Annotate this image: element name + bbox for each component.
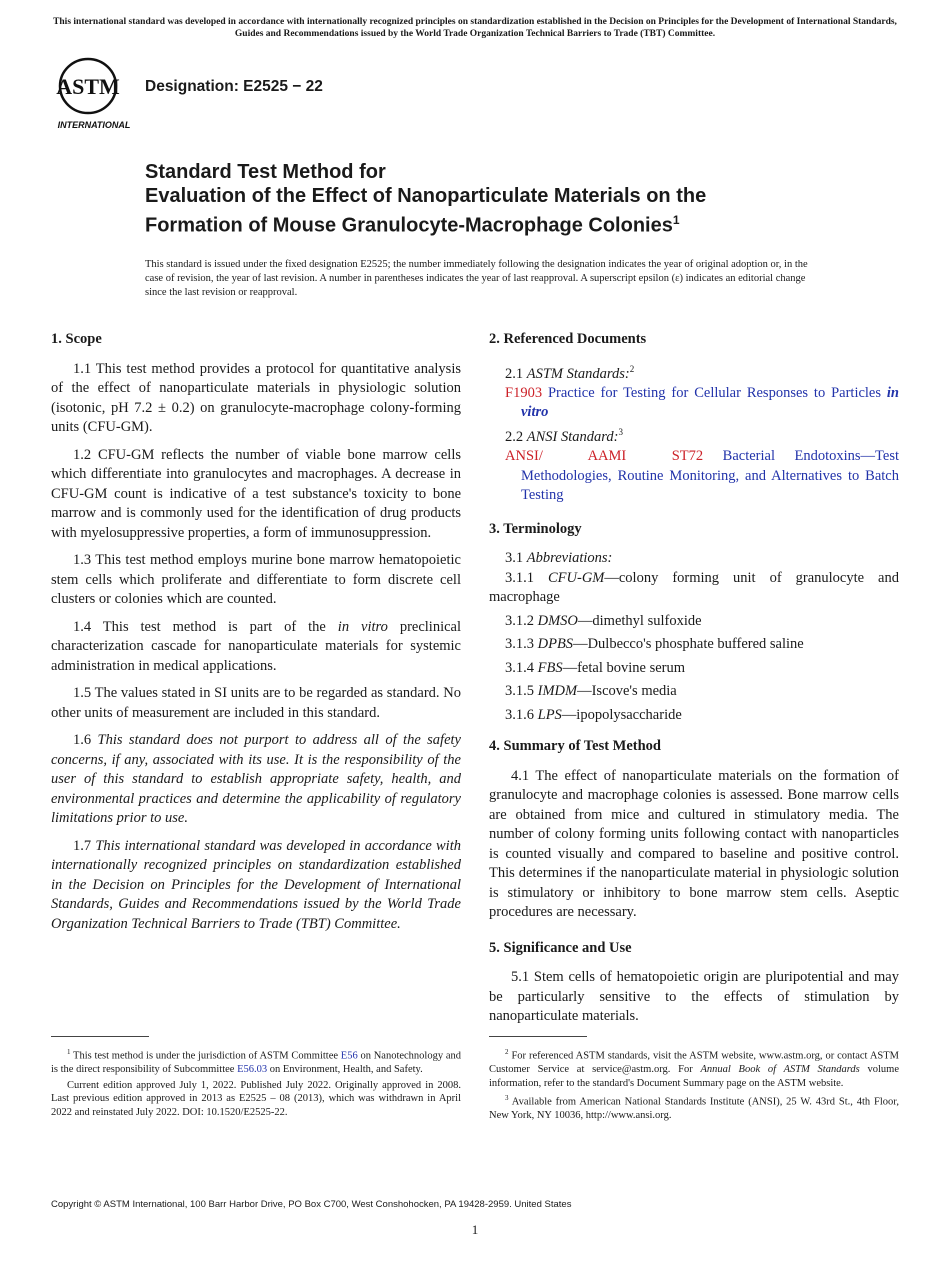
section-heading-terminology: 3. Terminology — [489, 520, 582, 537]
term-3-1-4: 3.1.4 FBS—fetal bovine serum — [505, 659, 686, 676]
term-3-1-3: 3.1.3 DPBS—Dulbecco's phosphate buffered saline — [505, 636, 804, 653]
section-heading-significance: 5. Significance and Use — [489, 939, 632, 956]
paragraph-1-2: 1.2 CFU-GM reflects the number of viable bone marrow cells which differentiate into granulocytes and macrophages. A decrease in CFU-GM count is indicative of a test substance's toxicity to bone marrow and is commonly used for the identification of drug products with myelosuppressive properties, a form of immunosuppression. — [51, 446, 461, 541]
paragraph-1-6: 1.6 This standard does not purport to address all of the safety concerns, if any, associated with its use. It is the responsibility of the user of this standard to establish appropriate safety, health, and environmental practices and determine the applicability of regulatory limitations prior to use. — [51, 732, 461, 826]
reference-code-f1903[interactable]: F1903 — [505, 384, 543, 401]
section-heading-scope: 1. Scope — [51, 331, 102, 347]
issued-note: This standard is issued under the fixed designation E2525; the number immediately following the designation indicates the year of original adoption or, in the case of revision, the year of last revision. A number in parentheses indicates the year of last reapproval. A superscript epsilon (ε) indicates an editorial change since the last revision or reapproval. — [145, 259, 808, 298]
subsection-3-1: 3.1 Abbreviations: — [505, 550, 613, 567]
subsection-2-2: 2.2 ANSI Standard:$^3$ — [505, 426, 623, 445]
term-3-1-1: 3.1.1 CFU-GM—colony forming unit of granulocyte and macrophage — [489, 569, 899, 606]
section-heading-referenced-documents: 2. Referenced Documents — [489, 331, 647, 347]
footnote-1: $^1$ This test method is under the jurisdiction of ASTM Committee E56 on Nanotechnology and is the direct responsibility of Subcommittee E56.03 on Environment, Health, and Safety. — [51, 1048, 462, 1075]
paragraph-1-1: 1.1 This test method provides a protocol for quantitative analysis of the effect of nanoparticulate materials in physiologic solution (isotonic, pH 7.2 ± 0.2) on granulocyte-macrophage colony-forming units (CFU-GM). — [51, 360, 461, 435]
logo-text: ASTM — [56, 74, 120, 99]
footnote-divider-right — [489, 1036, 587, 1037]
term-3-1-6: 3.1.6 LPS—ipopolysaccharide — [505, 706, 682, 723]
left-column — [51, 330, 461, 942]
reference-code-st72[interactable]: ANSI/ AAMI ST72 — [505, 448, 704, 465]
title-footnote-mark: 1 — [672, 213, 680, 227]
reference-title-st72[interactable]: Bacterial Endotoxins—Test Methodologies, Routine Monitoring, and Alternatives to Batch Testing — [521, 448, 899, 504]
paragraph-1-4: 1.4 This test method is part of the in vitro preclinical characterization cascade for nanoparticulate materials for systemic administration in medical applications. — [51, 618, 462, 674]
term-3-1-5: 3.1.5 IMDM—Iscove's media — [505, 683, 677, 700]
paragraph-4-1: 4.1 The effect of nanoparticulate materials on the formation of granulocyte and macrophage colonies is assessed. Bone marrow cells are obtained from mice and cultured in stimulatory media. The number of colony forming units following contact with nanoparticles is counted visually and compared to baseline and positive control. This determines if the nanoparticulate material in physiologic solution is stimulatory or inhibitory to bone marrow stem cells. Aseptic procedures are necessary. — [489, 767, 899, 921]
term-3-1-2: 3.1.2 DMSO—dimethyl sulfoxide — [505, 612, 702, 629]
copyright-line: Copyright © ASTM International, 100 Barr Harbor Drive, PO Box C700, West Conshohocken, PA 19428-2959. United States — [51, 1199, 572, 1210]
footnotes-left — [51, 1046, 461, 1121]
reference-f1903[interactable]: F1903 Practice for Testing for Cellular Responses to Particles in vitro — [505, 384, 899, 421]
paragraph-1-5: 1.5 The values stated in SI units are to be regarded as standard. No other units of measurement are included in this standard. — [51, 685, 461, 721]
tbt-notice: This international standard was developed in accordance with internationally recognized principles on standardization established in the Decision on Principles for the Development of International Standards, Guides and Recommendations issued by the World Trade Organization Technical Barriers to Trade (TBT) Committee. — [53, 17, 897, 39]
title-line-3: Formation of Mouse Granulocyte-Macrophage Colonies$^1$ — [145, 213, 680, 237]
document-title — [145, 160, 885, 238]
footnote-2: $^2$ For referenced ASTM standards, visit the ASTM website, www.astm.org, or contact ASTM Customer Service at service@astm.org. For Annual Book of ASTM Standards volume information, refer to the standard's Document Summary page on the ASTM website. — [489, 1048, 899, 1089]
astm-logo — [52, 56, 136, 134]
reference-title-f1903[interactable]: Practice for Testing for Cellular Responses to Particles — [542, 384, 887, 401]
logo-subtext: INTERNATIONAL — [57, 120, 131, 130]
committee-e56-link[interactable]: E56 — [340, 1050, 358, 1062]
reference-ansi-aami-st72[interactable] — [489, 447, 899, 506]
title-line-1: Standard Test Method for — [145, 161, 386, 183]
footnote-1-edition: Current edition approved July 1, 2022. Published July 2022. Originally approved in 2008. Last previous edition approved in 2013 as E2525 – 08 (2013), which was withdrawn in April 2022 and reinstated July 2022. DOI: 10.1520/E2525-22. — [51, 1079, 461, 1118]
page-number: 1 — [471, 1222, 479, 1237]
footnotes-right — [489, 1046, 899, 1125]
paragraph-1-7: 1.7 This international standard was developed in accordance with internationally recognized principles on standardization established in the Decision on Principles for the Development of International Standards, Guides and Recommendations issued by the World Trade Organization Technical Barriers to Trade (TBT) Committee. — [51, 837, 461, 932]
paragraph-1-3: 1.3 This test method employs murine bone marrow hematopoietic stem cells which proliferate and differentiate to form discrete cell clusters or colonies which are counted. — [51, 552, 461, 607]
title-line-2: Evaluation of the Effect of Nanoparticulate Materials on the — [145, 185, 707, 207]
paragraph-5-1: 5.1 Stem cells of hematopoietic origin are pluripotential and may be particularly sensitive to the effects of stimulation by nanoparticulate materials. — [489, 969, 899, 1025]
right-column — [489, 330, 899, 1035]
footnote-3: $^3$ Available from American National Standards Institute (ANSI), 25 W. 43rd St., 4th Floor, New York, NY 10036, http://www.ansi.org. — [489, 1094, 899, 1121]
section-heading-summary: 4. Summary of Test Method — [489, 738, 661, 755]
subsection-2-1: 2.1 ASTM Standards:$^2$ — [505, 363, 635, 382]
designation: Designation: E2525 − 22 — [145, 78, 323, 95]
footnote-divider-left — [51, 1036, 149, 1037]
subcommittee-e56-03-link[interactable]: E56.03 — [237, 1064, 268, 1075]
